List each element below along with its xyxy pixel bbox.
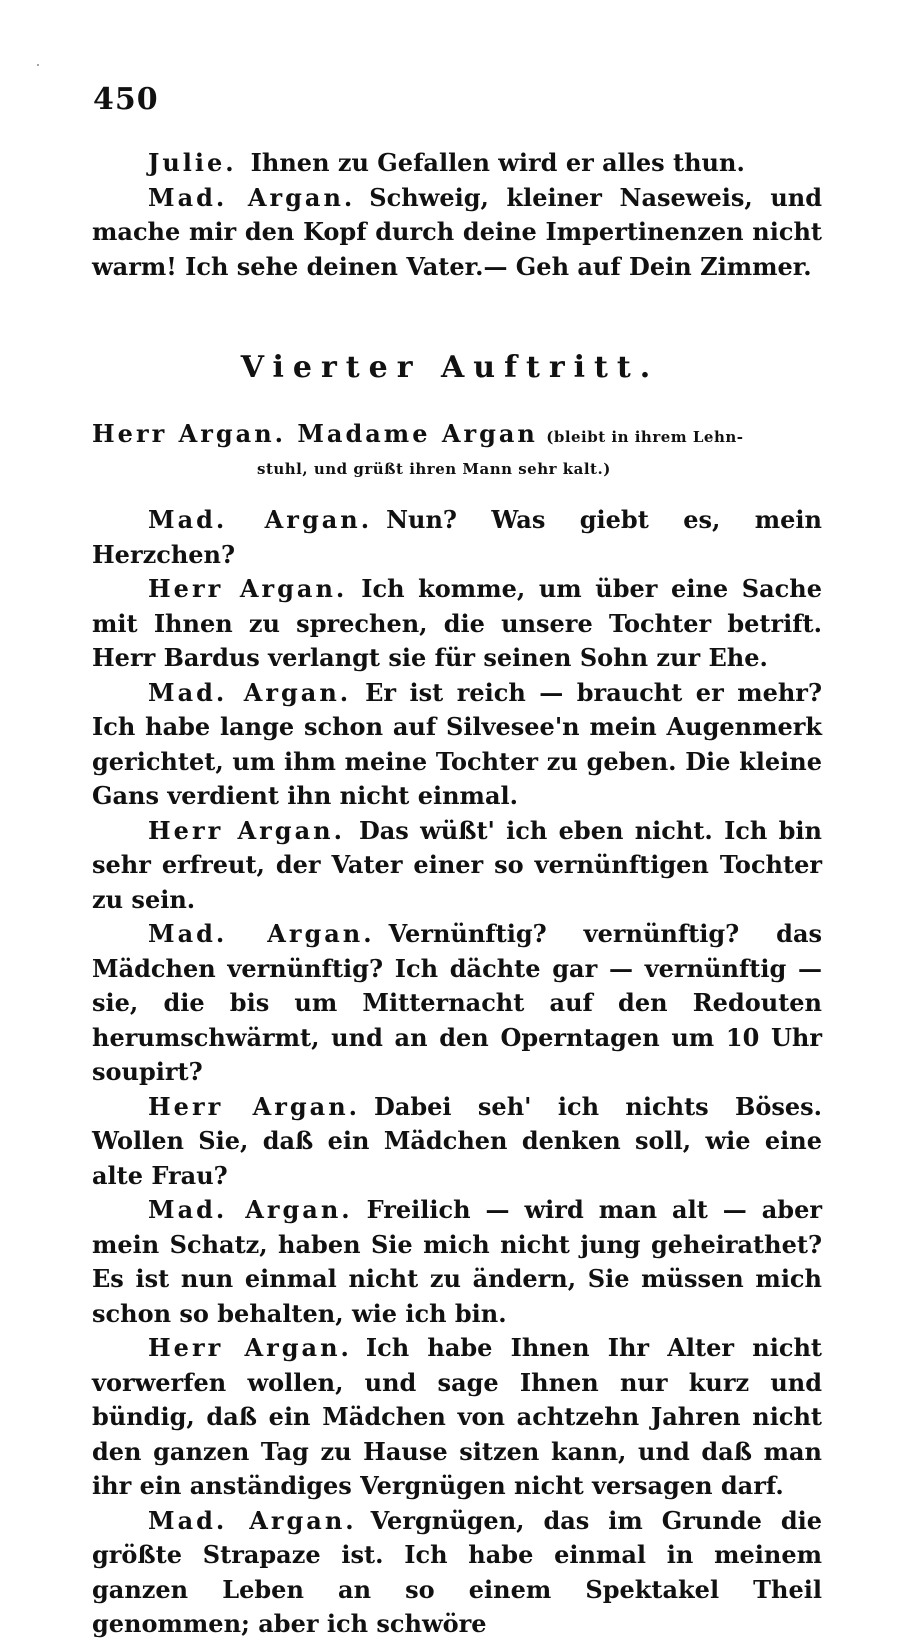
speaker-name: Herr Argan. (148, 574, 348, 603)
top-dialogue (92, 146, 822, 284)
speaker-name: Herr Argan. (148, 1091, 361, 1121)
dialogue-line (92, 572, 822, 676)
speaker-name: Julie. (148, 148, 237, 177)
spoken-text: Er ist reich — braucht er mehr? Ich habe lange schon auf Silvesee'n mein Augenmerk gerichtet, um ihm meine Tochter zu geben. Die kleine Gans verdient ihn nicht einmal. (92, 677, 823, 810)
speaker-name: Mad. Argan. (148, 919, 375, 948)
spoken-text: Nun? Was giebt es, mein Herzchen? (92, 505, 822, 569)
speaker-name: Herr Argan. (148, 1333, 352, 1362)
dialogue-line (92, 503, 822, 572)
speaker-name: Mad. Argan. (148, 1505, 357, 1535)
dialogue-line (92, 917, 822, 1090)
speaker-name: Herr Argan. (148, 815, 345, 845)
spoken-text: Ihnen zu Gefallen wird er alles thun. (250, 148, 745, 177)
dialogue-line (92, 676, 822, 814)
stage-speakers: Herr Argan. Madame Argan (92, 419, 538, 448)
dialogue-line (92, 814, 822, 918)
spoken-text: Freilich — wird man alt — aber mein Schatz, haben Sie mich nicht jung geheirathet? Es ist nun einmal nicht zu ändern, Sie müssen mich schon so behalten, wie ich bin. (92, 1195, 822, 1328)
main-dialogue (92, 503, 822, 1642)
spoken-text: Vernünftig? vernünftig? das Mädchen vernünftig? Ich dächte gar — vernünftig — sie, die bis um Mitternacht auf den Redouten herumschwärmt, und an den Operntagen um 10 Uhr soupirt? (92, 919, 823, 1086)
spoken-text: Vergnügen, das im Grunde die größte Strapaze ist. Ich habe einmal in meinem ganzen Leben an so einem Spektakel Theil genommen; aber ich schwöre (92, 1505, 823, 1638)
spoken-text: Ich habe Ihnen Ihr Alter nicht vorwerfen wollen, und sage Ihnen nur kurz und bündig, daß ein Mädchen von achtzehn Jahren nicht den ganzen Tag zu Hause sitzen kann, und daß man ihr ein anständiges Vergnügen nicht versagen darf. (92, 1333, 822, 1500)
dialogue-line (92, 1193, 822, 1331)
stage-direction (92, 417, 832, 484)
dialogue-line (92, 1331, 822, 1504)
dialogue-line (92, 146, 822, 181)
speaker-name: Mad. Argan. (148, 677, 352, 707)
speaker-name: Mad. Argan. (148, 1195, 353, 1224)
spoken-text: Das wüßt' ich eben nicht. Ich bin sehr erfreut, der Vater einer so vernünftigen Tochter zu sein. (92, 815, 822, 914)
spoken-text: Dabei seh' ich nichts Böses. Wollen Sie, daß ein Mädchen denken soll, wie eine alte Frau? (92, 1091, 822, 1190)
spoken-text: Schweig, kleiner Naseweis, und mache mir den Kopf durch deine Impertinenzen nicht warm! Ich sehe deinen Vater.— Geh auf Dein Zimmer. (92, 182, 822, 281)
speaker-name: Mad. Argan. (148, 182, 356, 212)
speaker-name: Mad. Argan. (148, 505, 373, 534)
print-speck (37, 64, 39, 66)
scene-heading: Vierter Auftritt. (240, 350, 660, 385)
dialogue-line (92, 181, 822, 285)
page-number: 450 (93, 82, 159, 117)
dialogue-line (92, 1504, 822, 1642)
stage-note-line-1: (bleibt in ihrem Lehn- (546, 428, 744, 446)
stage-note-line-2: stuhl, und grüßt ihren Mann sehr kalt.) (257, 460, 611, 478)
dialogue-line (92, 1090, 822, 1194)
spoken-text: Ich komme, um über eine Sache mit Ihnen zu sprechen, die unsere Tochter betrift. Herr Bardus verlangt sie für seinen Sohn zur Ehe. (92, 574, 822, 672)
